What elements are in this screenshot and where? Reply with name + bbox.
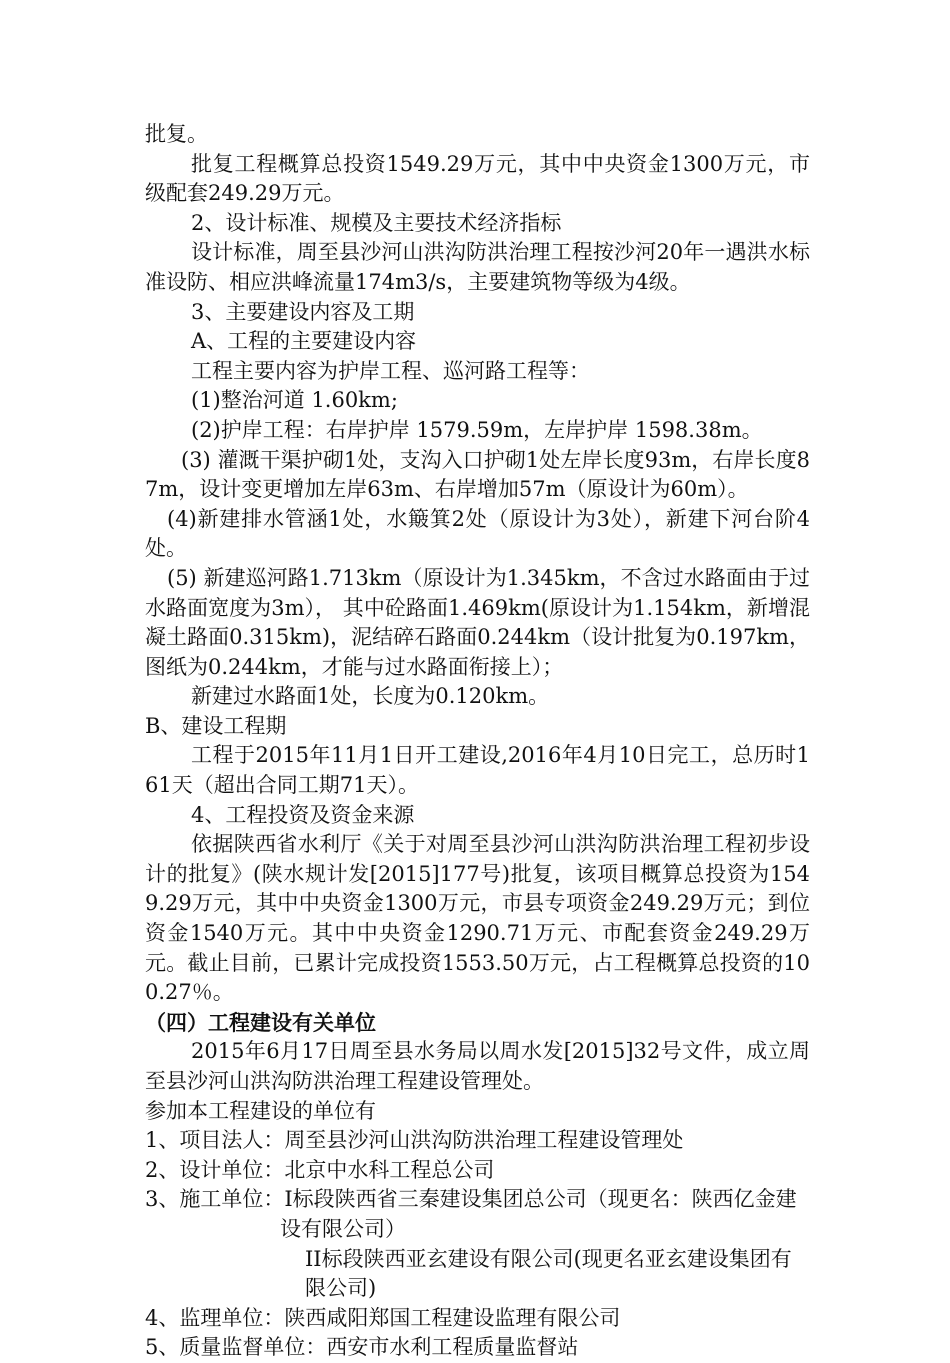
unit-item-supervision: 4、监理单位：陕西咸阳郑国工程建设监理有限公司 bbox=[145, 1305, 621, 1330]
list-item-canal-lining: (3) 灌溉干渠护砌1处，支沟入口护砌1处左岸长度93m，右岸长度87m，设计变更增加左岸63m、右岸增加57m（原设计为60m）。 bbox=[145, 447, 810, 502]
list-item-river-regulation: (1)整治河道 1.60km; bbox=[191, 388, 398, 413]
document-page bbox=[145, 120, 810, 1363]
subsection-construction-period-title: B、建设工程期 bbox=[145, 713, 287, 738]
paragraph-design-standard: 设计标准，周至县沙河山洪沟防洪治理工程按沙河20年一遇洪水标准设防、相应洪峰流量174m3/s，主要建筑物等级为4级。 bbox=[145, 240, 810, 294]
list-item-drainage-culvert: (4)新建排水管涵1处，水簸箕2处（原设计为3处），新建下河台阶4处。 bbox=[145, 506, 810, 561]
list-item-ford-road: 新建过水路面1处，长度为0.120km。 bbox=[191, 684, 550, 709]
paragraph-approval-end: 批复。 bbox=[145, 122, 208, 146]
list-item-bank-protection: (2)护岸工程：右岸护岸 1579.59m，左岸护岸 1598.38m。 bbox=[191, 417, 763, 442]
section-design-standard-title: 2、设计标准、规模及主要技术经济指标 bbox=[191, 210, 562, 235]
section-construction-content-title: 3、主要建设内容及工期 bbox=[191, 299, 415, 324]
unit-item-quality-supervision: 5、质量监督单位：西安市水利工程质量监督站 bbox=[145, 1335, 579, 1360]
paragraph-management-office: 2015年6月17日周至县水务局以周水发[2015]32号文件，成立周至县沙河山洪沟防洪治理工程建设管理处。 bbox=[145, 1039, 810, 1093]
paragraph-participating-units: 参加本工程建设的单位有 bbox=[145, 1098, 376, 1123]
section-investment-title: 4、工程投资及资金来源 bbox=[191, 802, 415, 827]
paragraph-investment: 依据陕西省水利厅《关于对周至县沙河山洪沟防洪治理工程初步设计的批复》(陕水规计发[2015]177号)批复，该项目概算总投资为1549.29万元，其中中央资金1300万元，市县专项资金249.29万元；到位资金1540万元。其中中央资金1290.71万元、市配套资金249.29万元。截止目前，已累计完成投资1553.50万元，占工程概算总投资的100.27％。 bbox=[145, 832, 810, 1005]
unit-item-construction-lot1: 3、施工单位：Ⅰ标段陕西省三秦建设集团总公司（现更名：陕西亿金建设有限公司） bbox=[145, 1187, 797, 1241]
paragraph-construction-period: 工程于2015年11月1日开工建设,2016年4月10日完工，总历时161天（超出合同工期71天）。 bbox=[145, 743, 810, 798]
paragraph-main-content: 工程主要内容为护岸工程、巡河路工程等： bbox=[191, 358, 590, 383]
unit-item-project-owner: 1、项目法人：周至县沙河山洪沟防洪治理工程建设管理处 bbox=[145, 1128, 684, 1153]
subsection-main-content-title: A、工程的主要建设内容 bbox=[191, 329, 417, 354]
unit-item-design: 2、设计单位：北京中水科工程总公司 bbox=[145, 1157, 495, 1182]
list-item-patrol-road: (5) 新建巡河路1.713km（原设计为1.345km，不含过水路面由于过水路面宽度为3m）， 其中砼路面1.469km(原设计为1.154km，新增混凝土路面0.315km)，泥结碎石路面0.244km（设计批复为0.197km，图纸为0.244km，才能与过水路面衔接上）； bbox=[145, 565, 810, 679]
unit-item-construction-lot2: II标段陕西亚玄建设有限公司(现更名亚玄建设集团有限公司) bbox=[305, 1246, 792, 1301]
section-units-heading: （四）工程建设有关单位 bbox=[145, 1009, 376, 1035]
paragraph-approved-budget: 批复工程概算总投资1549.29万元，其中中央资金1300万元，市级配套249.29万元。 bbox=[145, 151, 810, 206]
